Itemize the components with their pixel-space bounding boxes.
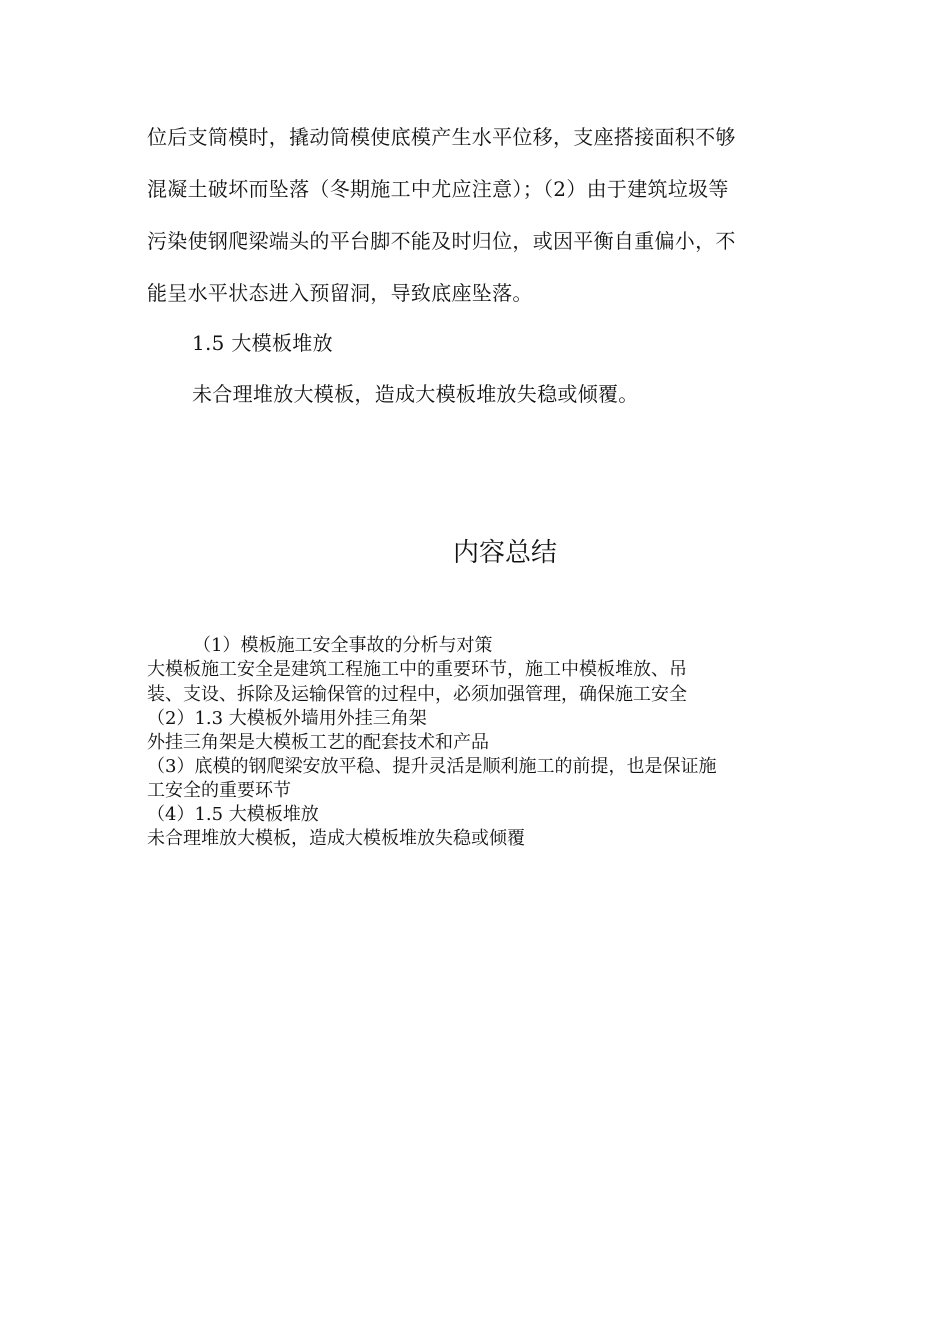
section-heading: 1.5 大模板堆放 (192, 331, 333, 355)
summary-line: 工安全的重要环节 (147, 780, 291, 801)
summary-line: （1）模板施工安全事故的分析与对策 (193, 635, 493, 656)
summary-line: 大模板施工安全是建筑工程施工中的重要环节，施工中模板堆放、吊 (147, 659, 687, 680)
summary-title: 内容总结 (452, 538, 557, 568)
summary-line: 未合理堆放大模板，造成大模板堆放失稳或倾覆 (147, 828, 525, 849)
paragraph-line: 混凝土破坏而坠落（冬期施工中尤应注意）；（2）由于建筑垃圾等 (147, 177, 729, 201)
section-text: 未合理堆放大模板，造成大模板堆放失稳或倾覆。 (192, 382, 639, 406)
summary-line: （3）底模的钢爬梁安放平稳、提升灵活是顺利施工的前提，也是保证施 (147, 756, 717, 777)
paragraph-line: 污染使钢爬梁端头的平台脚不能及时归位，或因平衡自重偏小，不 (147, 229, 736, 253)
summary-line: 装、支设、拆除及运输保管的过程中，必须加强管理，确保施工安全 (147, 684, 687, 705)
paragraph-line: 位后支筒模时，撬动筒模使底模产生水平位移，支座搭接面积不够 (147, 125, 736, 149)
summary-line: 外挂三角架是大模板工艺的配套技术和产品 (147, 732, 489, 753)
paragraph-line: 能呈水平状态进入预留洞，导致底座坠落。 (147, 281, 533, 305)
summary-line: （2）1.3 大模板外墙用外挂三角架 (147, 708, 427, 729)
summary-line: （4）1.5 大模板堆放 (147, 804, 319, 825)
